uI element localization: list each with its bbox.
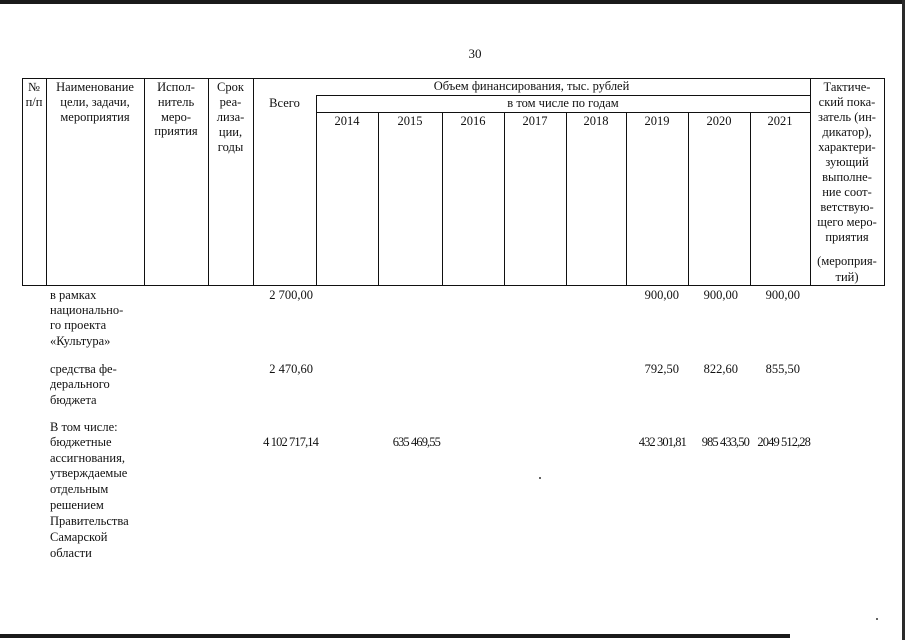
row-2015: 635 469,55 — [392, 435, 440, 449]
row-2020: 985 433,50 — [701, 435, 749, 449]
row-2021: 855,50 — [765, 362, 800, 376]
page-number: 30 — [468, 46, 482, 61]
row-2019: 900,00 — [644, 288, 679, 302]
year-2015: 2015 — [397, 114, 423, 128]
row-2020: 822,60 — [703, 362, 738, 376]
year-2018: 2018 — [583, 114, 609, 128]
year-2020: 2020 — [706, 114, 732, 128]
row-total: 2 470,60 — [269, 362, 313, 376]
row-2020: 900,00 — [703, 288, 738, 302]
row-2021: 900,00 — [765, 288, 800, 302]
header-funding-title: Объем финансирования, тыс. рублей — [433, 79, 630, 93]
scan-speck — [539, 477, 541, 479]
row-2021: 2049 512,28 — [757, 435, 810, 449]
scan-edge-top — [0, 0, 905, 4]
header-by-years: в том числе по годам — [507, 96, 619, 110]
header-total: Всего — [269, 96, 300, 110]
scan-speck — [876, 618, 878, 620]
year-2016: 2016 — [460, 114, 486, 128]
row-2019: 432 301,81 — [638, 435, 686, 449]
year-2019: 2019 — [644, 114, 670, 128]
year-2017: 2017 — [522, 114, 548, 128]
year-2014: 2014 — [334, 114, 360, 128]
year-2021: 2021 — [767, 114, 793, 128]
row-total: 2 700,00 — [269, 288, 313, 302]
scan-edge-bottom — [0, 634, 790, 638]
row-2019: 792,50 — [644, 362, 679, 376]
row-total: 4 102 717,14 — [263, 435, 318, 449]
